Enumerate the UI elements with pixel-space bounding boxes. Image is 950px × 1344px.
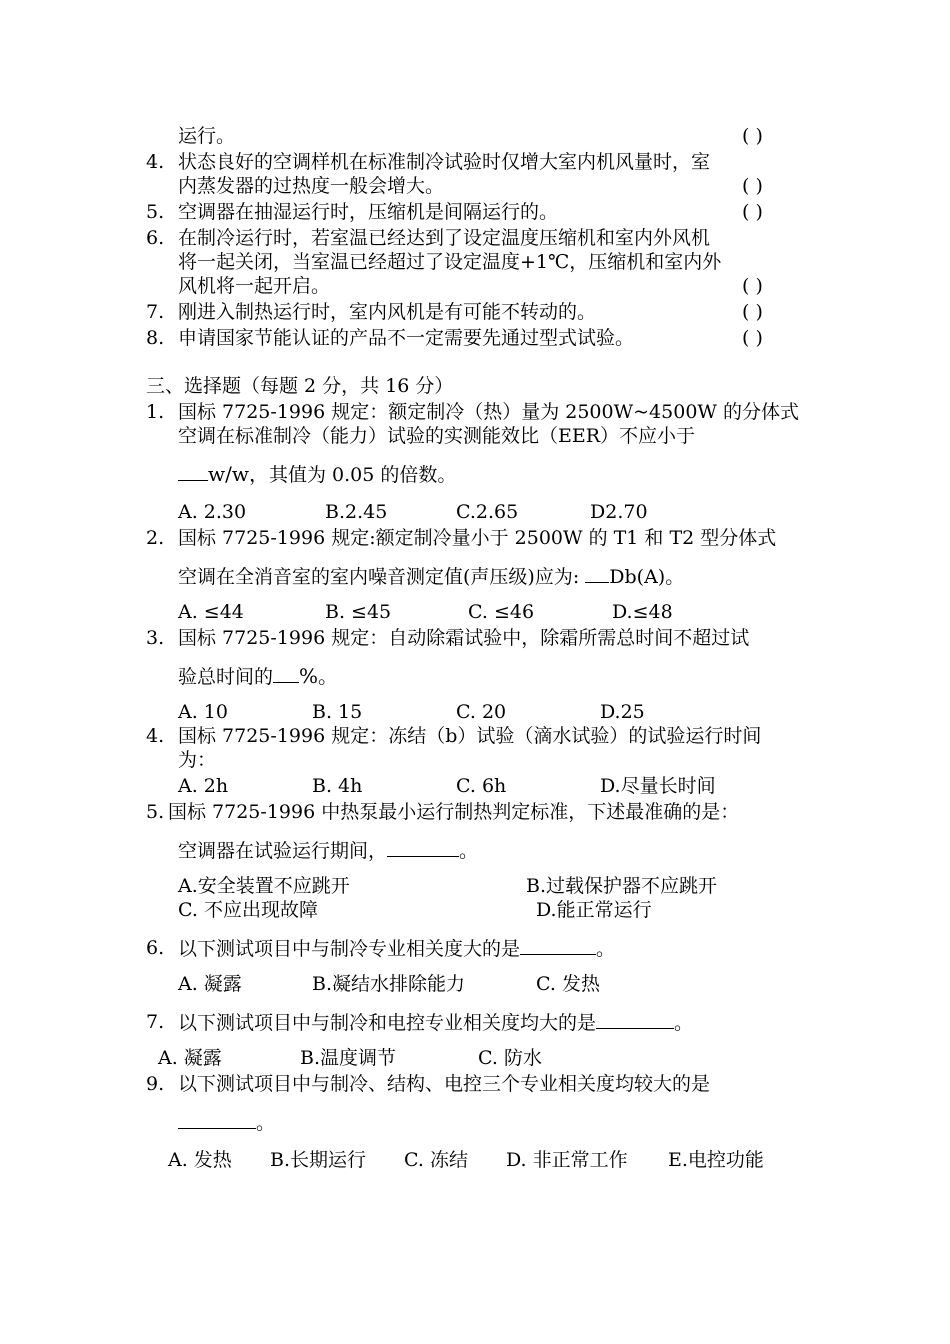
question-text-post: Db(A)。 — [609, 566, 685, 588]
option-d: D.能正常运行 — [536, 899, 652, 921]
option-c: C. 不应出现故障 — [178, 899, 318, 921]
tf-item-number: 5. — [146, 201, 165, 223]
answer-paren: ( ) — [742, 125, 763, 147]
tf-item-text: 在制冷运行时，若室温已经达到了设定温度压缩机和室内外风机 — [178, 227, 711, 249]
question-text-pre: 以下测试项目中与制冷和电控专业相关度均大的是 — [178, 1012, 597, 1034]
option-d: D2.70 — [590, 501, 648, 523]
option-c: C. 发热 — [536, 973, 600, 995]
question-text: 以下测试项目中与制冷、结构、电控三个专业相关度均较大的是 — [178, 1073, 711, 1095]
question-text: 空调在标准制冷（能力）试验的实测能效比（EER）不应小于 — [178, 425, 696, 447]
section-title: 三、选择题（每题 2 分，共 16 分） — [146, 375, 454, 397]
answer-blank — [178, 1110, 256, 1129]
answer-blank — [178, 462, 208, 481]
tf-item-number: 4. — [146, 151, 165, 173]
option-a: A. 2.30 — [178, 501, 247, 523]
option-d: D.25 — [600, 701, 645, 723]
question-text — [178, 936, 615, 961]
option-a: A.安全装置不应跳开 — [178, 875, 350, 897]
question-text — [178, 664, 338, 689]
answer-paren: ( ) — [742, 175, 763, 197]
question-text — [178, 838, 478, 863]
option-c: C. 20 — [456, 701, 507, 723]
answer-blank — [585, 564, 609, 583]
option-b: B.过载保护器不应跳开 — [526, 875, 718, 897]
option-c: C. 6h — [456, 775, 507, 797]
answer-paren: ( ) — [742, 327, 763, 349]
tf-item-text: 将一起关闭，当室温已经超过了设定温度+1℃，压缩机和室内外 — [178, 251, 722, 273]
option-d: D.≤48 — [612, 601, 673, 623]
question-text-pre: 空调器在试验运行期间， — [178, 840, 388, 862]
unit-text: w/w， — [208, 462, 269, 486]
question-number: 2. — [146, 527, 165, 549]
tf-item-text: 内蒸发器的过热度一般会增大。 — [178, 175, 445, 197]
tf-item-number: 6. — [146, 227, 165, 249]
option-a: A. 10 — [178, 701, 228, 723]
question-number: 7. — [146, 1011, 165, 1033]
question-text: 国标 7725-1996 中热泵最小运行制热判定标准，下述最准确的是： — [168, 801, 740, 823]
answer-blank — [273, 664, 299, 683]
tf-item-text: 申请国家节能认证的产品不一定需要先通过型式试验。 — [178, 327, 635, 349]
tf-item-number: 8. — [146, 327, 165, 349]
tf-item-text: 空调器在抽湿运行时，压缩机是间隔运行的。 — [178, 201, 559, 223]
answer-paren: ( ) — [742, 201, 763, 223]
question-number: 5. — [146, 801, 165, 823]
option-c: C. 冻结 — [404, 1149, 468, 1171]
option-b: B.凝结水排除能力 — [312, 973, 466, 995]
question-text: 国标 7725-1996 规定：自动除霜试验中，除霜所需总时间不超过试 — [178, 627, 750, 649]
question-text — [178, 1110, 275, 1135]
option-a: A. ≤44 — [178, 601, 244, 623]
option-a: A. 发热 — [168, 1149, 232, 1171]
question-text-pre: 空调在全消音室的室内噪音测定值(声压级)应为: — [178, 566, 586, 588]
option-e: E.电控功能 — [668, 1149, 764, 1171]
question-number: 4. — [146, 725, 165, 747]
answer-blank — [387, 838, 459, 857]
option-b: B.温度调节 — [300, 1047, 397, 1069]
option-b: B. 4h — [312, 775, 363, 797]
question-number: 1. — [146, 401, 165, 423]
question-text: 国标 7725-1996 规定：额定制冷（热）量为 2500W~4500W 的分体式 — [178, 401, 799, 423]
question-text-rest: 其值为 0.05 的倍数。 — [268, 464, 457, 486]
option-c: C. ≤46 — [468, 601, 535, 623]
option-b: B. 15 — [312, 701, 363, 723]
answer-blank — [520, 936, 596, 955]
question-text-post: 。 — [459, 840, 479, 862]
question-text-post: 。 — [596, 938, 616, 960]
tf-item-text: 刚进入制热运行时，室内风机是有可能不转动的。 — [178, 301, 597, 323]
question-text: 为： — [178, 749, 217, 771]
tf-item-text: 风机将一起开启。 — [178, 275, 331, 297]
tf-item-number: 7. — [146, 301, 165, 323]
answer-blank — [596, 1010, 674, 1029]
question-number: 3. — [146, 627, 165, 649]
option-d: D. 非正常工作 — [506, 1149, 628, 1171]
option-b: B.2.45 — [325, 501, 388, 523]
option-d: D.尽量长时间 — [600, 775, 716, 797]
answer-paren: ( ) — [742, 301, 763, 323]
question-number: 6. — [146, 937, 165, 959]
question-text: 国标 7725-1996 规定:额定制冷量小于 2500W 的 T1 和 T2 型分体式 — [178, 527, 777, 549]
question-text-post: 。 — [256, 1112, 276, 1134]
tf-continued-text: 运行。 — [178, 125, 236, 147]
tf-item-text: 状态良好的空调样机在标准制冷试验时仅增大室内机风量时，室 — [178, 151, 711, 173]
option-a: A. 凝露 — [178, 973, 242, 995]
option-c: C. 防水 — [478, 1047, 542, 1069]
answer-paren: ( ) — [742, 275, 763, 297]
option-b: B.长期运行 — [270, 1149, 367, 1171]
question-text-pre: 验总时间的 — [178, 666, 274, 688]
question-text: 国标 7725-1996 规定：冻结（b）试验（滴水试验）的试验运行时间 — [178, 725, 762, 747]
option-b: B. ≤45 — [325, 601, 392, 623]
question-text-post: 。 — [674, 1012, 694, 1034]
question-text-post: %。 — [299, 664, 339, 688]
option-a: A. 2h — [178, 775, 229, 797]
question-text — [178, 1010, 693, 1035]
option-a: A. 凝露 — [158, 1047, 222, 1069]
option-c: C.2.65 — [456, 501, 519, 523]
question-number: 9. — [146, 1073, 165, 1095]
question-text-pre: 以下测试项目中与制冷专业相关度大的是 — [178, 938, 521, 960]
question-text — [178, 462, 456, 487]
question-text — [178, 564, 684, 589]
